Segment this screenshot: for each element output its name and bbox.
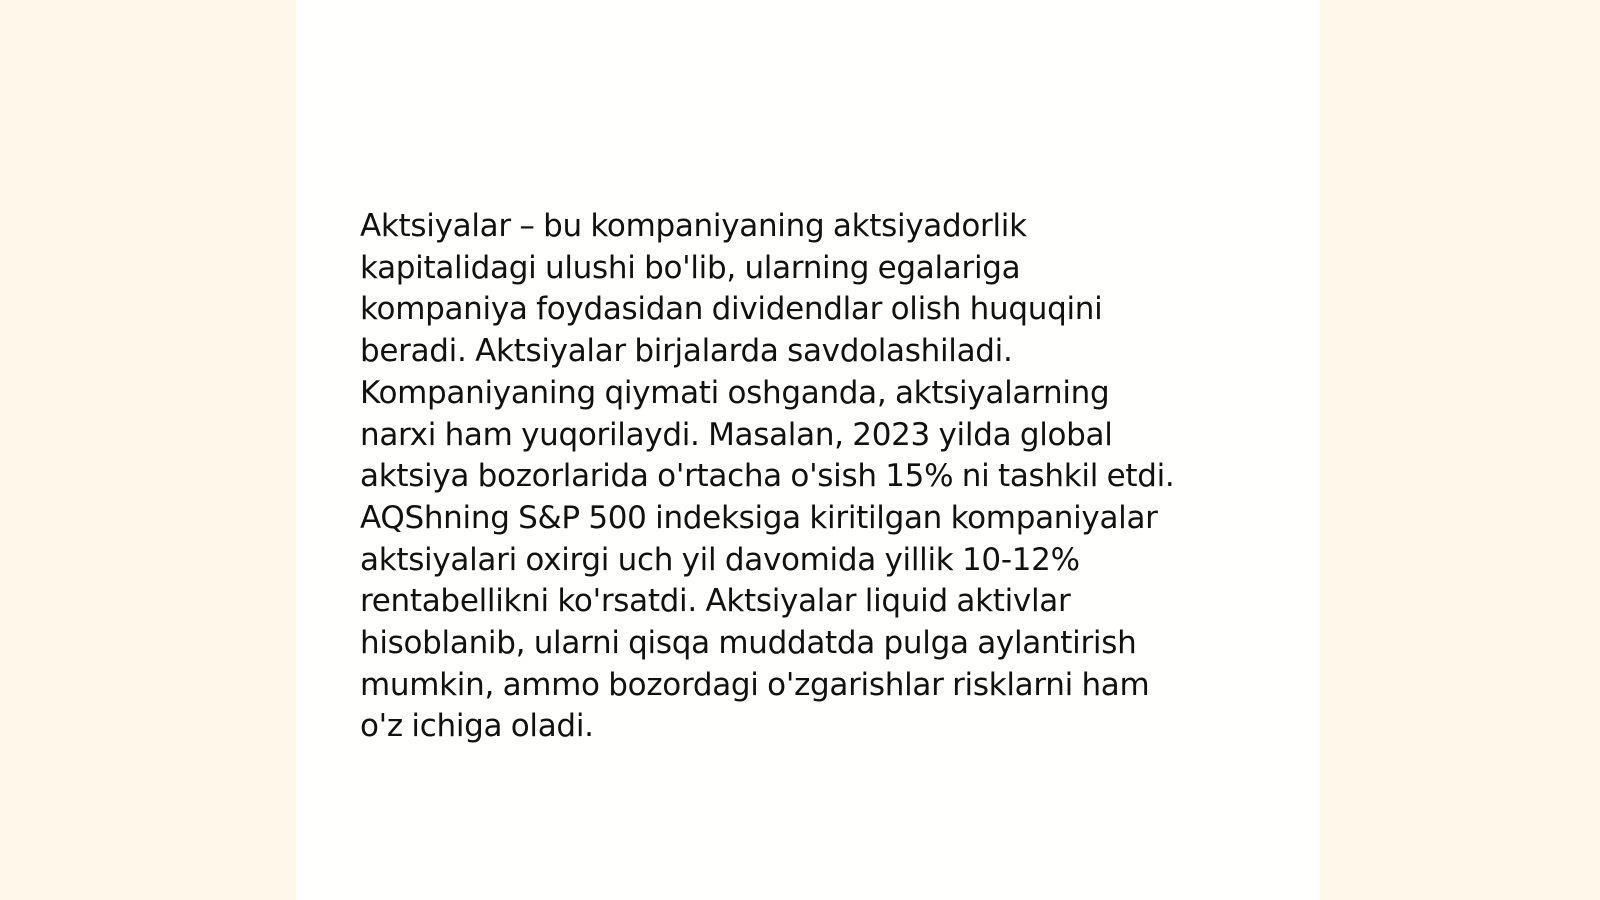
paragraph-line: kompaniya foydasidan dividendlar olish huquqini: [360, 291, 1103, 328]
paragraph-line: aktsiyalari oxirgi uch yil davomida yillik 10-12%: [360, 541, 1080, 578]
paragraph-line: rentabellikni ko'rsatdi. Aktsiyalar liquid aktivlar: [360, 583, 1071, 620]
paragraph-line: mumkin, ammo bozordagi o'zgarishlar risklarni ham: [360, 666, 1150, 703]
body-paragraph: [360, 206, 1270, 748]
paragraph-line: beradi. Aktsiyalar birjalarda savdolashiladi.: [360, 333, 1013, 370]
paragraph-line: Kompaniyaning qiymati oshganda, aktsiyalarning: [360, 374, 1110, 411]
paragraph-line: aktsiya bozorlarida o'rtacha o'sish 15% ni tashkil etdi.: [360, 458, 1175, 495]
paragraph-line: AQShning S&P 500 indeksiga kiritilgan kompaniyalar: [360, 499, 1158, 536]
paragraph-line: o'z ichiga oladi.: [360, 708, 594, 745]
paragraph-line: kapitalidagi ulushi bo'lib, ularning egalariga: [360, 249, 1021, 286]
document-page: [296, 0, 1320, 900]
paragraph-line: narxi ham yuqorilaydi. Masalan, 2023 yilda global: [360, 416, 1113, 453]
paragraph-line: Aktsiyalar – bu kompaniyaning aktsiyadorlik: [360, 208, 1027, 244]
paragraph-line: hisoblanib, ularni qisqa muddatda pulga aylantirish: [360, 625, 1137, 662]
